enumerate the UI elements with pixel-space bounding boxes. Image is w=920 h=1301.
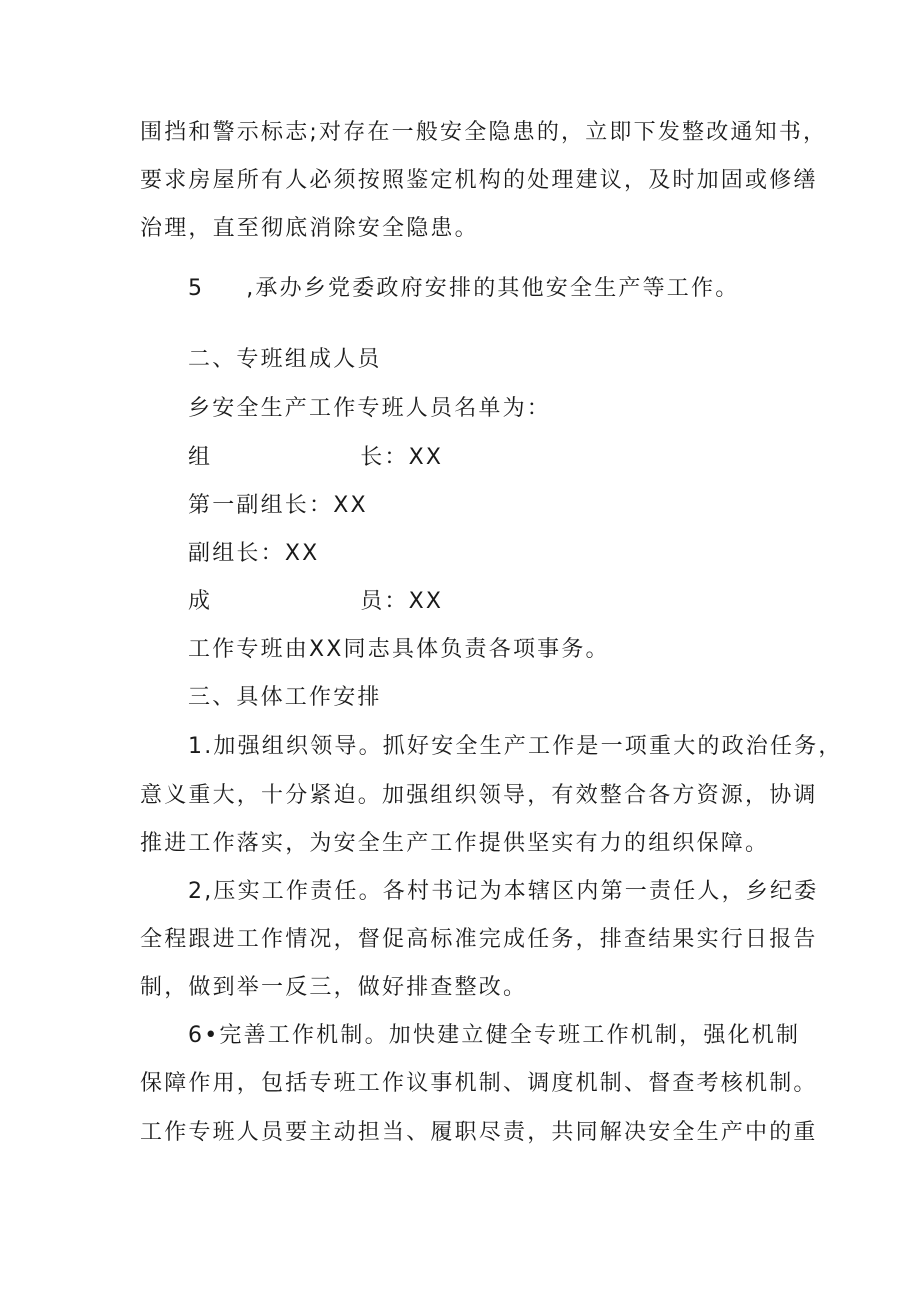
member-role: 组 — [188, 445, 213, 470]
paragraph-line: 推进工作落实，为安全生产工作提供坚实有力的组织保障。 — [140, 831, 770, 856]
member-name: XX — [284, 541, 320, 566]
member-role: 第一副组长： — [188, 493, 334, 518]
paragraph-line: 6•完善工作机制。加快建立健全专班工作机制，强化机制 — [188, 1023, 801, 1048]
paragraph-line: 保障作用，包括专班工作议事机制、调度机制、督查考核机制。 — [140, 1071, 818, 1096]
member-role: 成 — [188, 589, 213, 614]
item-number: 5 — [188, 276, 205, 301]
paragraph-line: 制，做到举一反三，做好排查整改。 — [140, 975, 528, 1000]
paragraph-line: 全程跟进工作情况，督促高标准完成任务，排查结果实行日报告 — [140, 927, 818, 952]
member-role: 长： — [360, 445, 409, 470]
paragraph-line: 围挡和警示标志;对存在一般安全隐患的，立即下发整改通知书， — [140, 120, 828, 145]
paragraph-line: 要求房屋所有人必须按照鉴定机构的处理建议，及时加固或修缮 — [140, 168, 818, 193]
section-heading: 二、专班组成人员 — [188, 347, 382, 372]
member-name: XX — [408, 589, 444, 614]
paragraph-line: 工作专班人员要主动担当、履职尽责，共同解决安全生产中的重 — [140, 1120, 818, 1145]
item-text: ,承办乡党委政府安排的其他安全生产等工作。 — [246, 276, 740, 301]
item-5 — [188, 274, 739, 304]
member-name: XX — [408, 445, 444, 470]
paragraph-line: 2,压实工作责任。各村书记为本辖区内第一责任人，乡纪委 — [188, 879, 819, 904]
paragraph-line: 工作专班由XX同志具体负责各项事务。 — [188, 637, 610, 662]
member-role: 副组长： — [188, 541, 285, 566]
paragraph-line: 治理，直至彻底消除安全隐患。 — [140, 216, 479, 241]
paragraph-line: 意义重大，十分紧迫。加强组织领导，有效整合各方资源，协调 — [140, 783, 818, 808]
member-role: 员： — [360, 589, 409, 614]
member-row — [188, 587, 443, 617]
member-row — [188, 491, 368, 521]
section-heading: 三、具体工作安排 — [188, 685, 382, 710]
member-row — [188, 539, 319, 569]
member-name: XX — [333, 493, 368, 518]
paragraph-line: 1.加强组织领导。抓好安全生产工作是一项重大的政治任务， — [188, 734, 843, 759]
member-row — [188, 443, 443, 473]
paragraph-line: 乡安全生产工作专班人员名单为： — [188, 396, 552, 421]
